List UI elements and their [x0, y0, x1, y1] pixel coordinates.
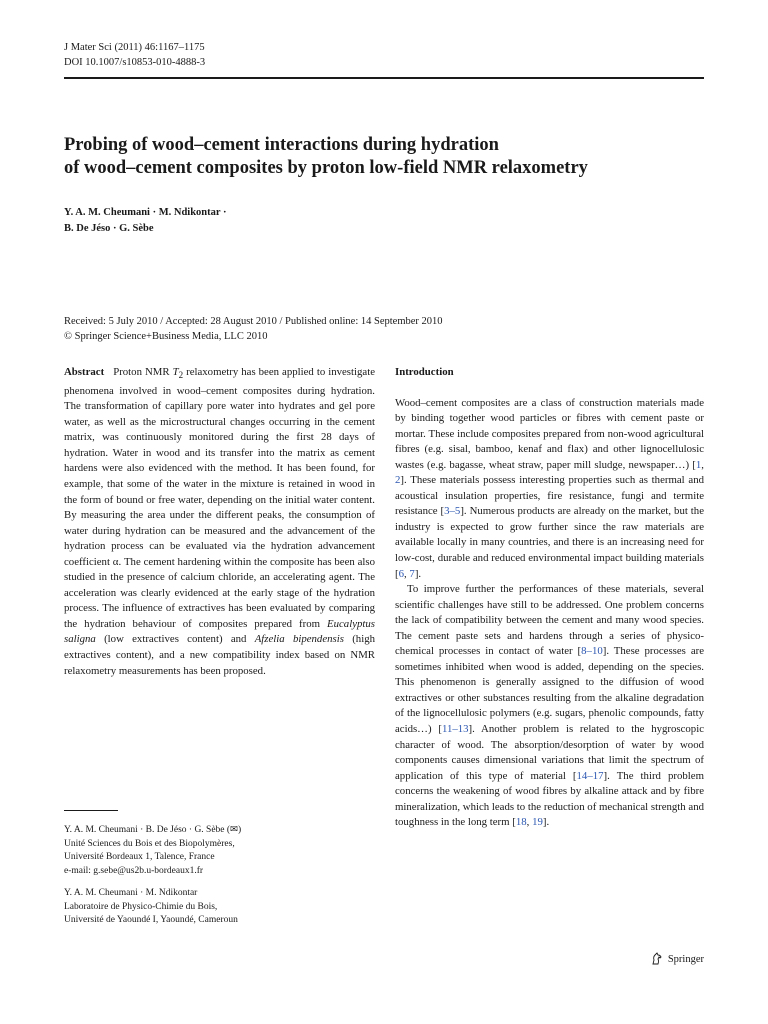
abstract-part: (low extractives content) and: [95, 633, 255, 646]
abstract-heading: Abstract: [64, 366, 105, 378]
authors-line-2: B. De Jéso · G. Sèbe: [64, 223, 154, 234]
title-line-2: of wood–cement composites by proton low-field NMR relaxometry: [64, 158, 588, 178]
abstract-part: (high extractives content), and a new compatibility index based on NMR relaxometry measurements has been proposed.: [64, 633, 376, 677]
affiliation-1-email[interactable]: e-mail: g.sebe@us2b.u-bordeaux1.fr: [64, 865, 204, 876]
intro-text: ]. The third problem concerns the weakening of wood fibres by alkaline attack and by fibre mineralization, which leads to the reduction of mechanical strength and toughness in the long term [: [395, 769, 704, 829]
citation-link[interactable]: 18: [515, 816, 527, 829]
abstract-part: Proton NMR: [113, 366, 173, 378]
intro-text: ]. Numerous products are already on the market, but the industry is expected to grow further since the raw materials are available locally in many countries, and there is an increasing need for low-cost, durable and reduced environmental impact building materials [: [395, 505, 704, 580]
author-list: [64, 205, 226, 237]
affiliation-1-authors: Y. A. M. Cheumani · B. De Jéso · G. Sèbe (✉): [64, 825, 242, 835]
affiliation-2: [64, 887, 238, 928]
footnote-rule: [64, 810, 118, 811]
introduction-paragraph-2: [395, 582, 704, 831]
citation-link[interactable]: 19: [532, 816, 543, 829]
publisher-name: Springer: [667, 953, 704, 965]
title-line-1: Probing of wood–cement interactions during hydration: [64, 135, 499, 155]
abstract-text: [64, 365, 375, 679]
abstract-column: [64, 365, 375, 679]
publication-history: Received: 5 July 2010 / Accepted: 28 August 2010 / Published online: 14 September 2010: [64, 316, 443, 327]
article-dates: [64, 314, 443, 344]
introduction-column: [395, 365, 704, 831]
intro-text: ,: [701, 458, 704, 471]
affiliation-2-authors: Y. A. M. Cheumani · M. Ndikontar: [64, 888, 198, 898]
species-afzelia: Afzelia bipendensis: [254, 633, 344, 646]
intro-text: ].: [414, 567, 422, 580]
citation-link[interactable]: 11–13: [441, 723, 469, 736]
affiliation-2-lab: Laboratoire de Physico-Chimie du Bois,: [64, 901, 218, 912]
intro-text: To improve further the performances of these materials, several scientific challenges have still to be addressed. One problem concerns the lack of compatibility between the cement and many wood species. The cement paste sets and hardens through a series of physico-chemical processes in contact of water [: [395, 583, 704, 658]
publisher-logo: [650, 952, 704, 966]
journal-header: [64, 40, 205, 70]
copyright-notice: © Springer Science+Business Media, LLC 2010: [64, 331, 268, 342]
t2-symbol: T: [172, 366, 179, 378]
introduction-paragraph-1: [395, 396, 704, 583]
intro-text: ]. These materials possess interesting properties such as thermal and acoustical insulation properties, fire resistance, fungi and termite resistance [: [395, 474, 704, 518]
citation-link[interactable]: 7: [409, 567, 415, 580]
article-title: [64, 134, 704, 180]
citation-link[interactable]: 1: [695, 458, 702, 471]
springer-horse-icon: [650, 952, 664, 966]
affiliation-1-unit: Unité Sciences du Bois et des Biopolymères,: [64, 838, 235, 849]
introduction-heading: Introduction: [395, 366, 454, 378]
citation-link[interactable]: 3–5: [444, 505, 461, 518]
abstract-part: relaxometry has been applied to investigate phenomena involved in wood–cement composites during hydration. The transformation of capillary pore water into hydrates and gel pore water, as well as the microstructural changes occurring in the cement matrix, was continuously monitored during the first 28 days of hydration. Water in wood and its transfer into the matrix as cement hardens were also evidenced with the method. It has been found, for example, that some of the water in the mixture is retained in wood in the form of bound or free water, depending on the initial water content. By measuring the area under the different peaks, the consumption of water during hydration can be measured and the advancement of the hydration process can be evaluated via the hydration advancement coefficient α. The cement hardening within the composite has been also studied in the presence of calcium chloride, an accelerating agent. The acceleration was clearly evidenced at the early stage of the hydration process. The influence of extractives has been evaluated by comparing the hydration behaviour of composites prepared from: [64, 366, 375, 630]
authors-line-1: Y. A. M. Cheumani · M. Ndikontar ·: [64, 207, 227, 218]
header-rule: [64, 77, 704, 79]
affiliation-2-university: Université de Yaoundé I, Yaoundé, Cameroun: [64, 915, 238, 925]
intro-text: ].: [542, 816, 550, 829]
intro-text: ,: [526, 816, 533, 829]
affiliation-1: [64, 824, 241, 878]
citation-link[interactable]: 8–10: [581, 645, 603, 658]
intro-text: Wood–cement composites are a class of construction materials made by binding together wood particles or fibres with cement paste or mortar. These include composites prepared from non-wood agricultural fibres (e.g. sisal, bamboo, kenaf and flax) and other lignocellulosic wastes (e.g. bagasse, wheat straw, paper mill sludge, newspaper…) [: [395, 396, 704, 471]
intro-text: ]. These processes are sometimes inhibited when wood is added, depending on the species. This phenomenon is generally assigned to the diffusion of wood extractives or other substances resulting from the alkaline degradation of the lignocellulosic polymers (e.g. sugars, phenolic compounds, fatty acids…) [: [395, 645, 704, 736]
journal-doi[interactable]: DOI 10.1007/s10853-010-4888-3: [64, 57, 206, 68]
citation-link[interactable]: 14–17: [576, 769, 604, 782]
citation-link[interactable]: 2: [395, 474, 401, 487]
intro-text: ]. Another problem is related to the hygroscopic character of wood. The absorption/desorption of water by wood components causes dimensional variations that limit the spectrum of application of this type of material [: [395, 723, 704, 782]
species-eucalyptus: Eucalyptus saligna: [64, 617, 375, 646]
intro-text: ,: [404, 567, 410, 580]
t2-subscript: 2: [178, 370, 184, 381]
citation-link[interactable]: 6: [398, 567, 405, 580]
journal-citation: J Mater Sci (2011) 46:1167–1175: [64, 42, 205, 53]
affiliation-1-university: Université Bordeaux 1, Talence, France: [64, 852, 215, 862]
